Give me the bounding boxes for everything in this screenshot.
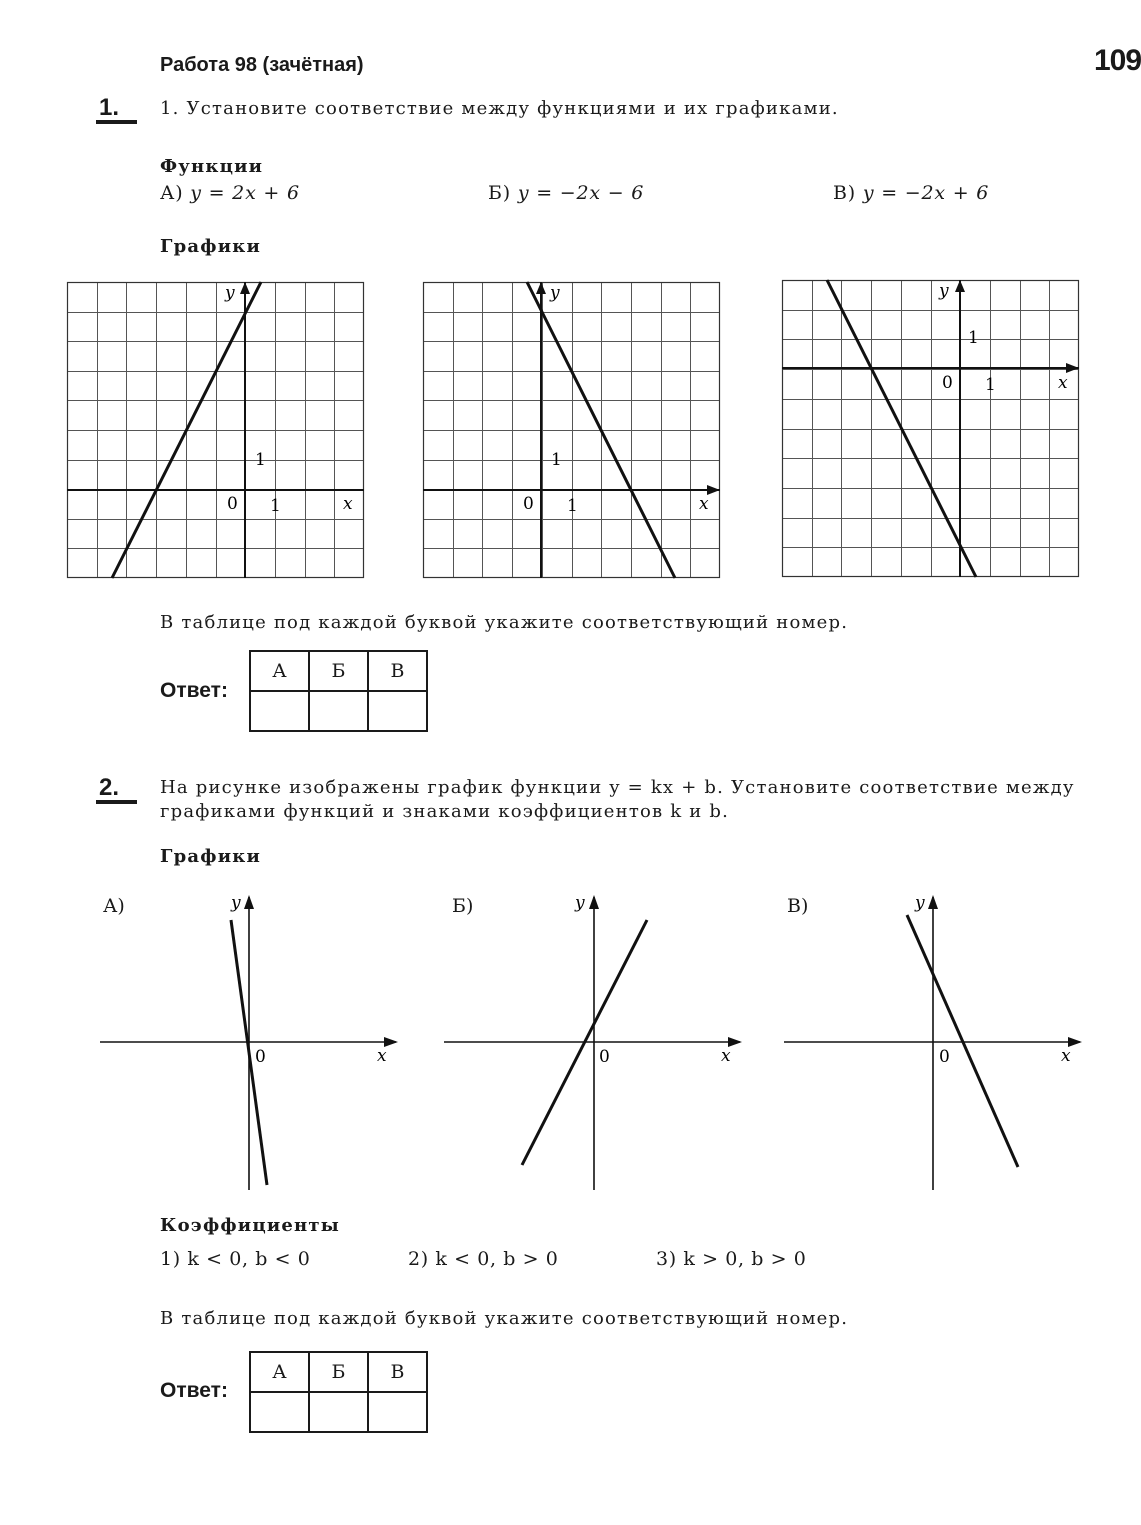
task1-number: 1.: [96, 96, 137, 124]
y-arrow-icon: [928, 895, 938, 909]
coefficient-1: 1) k < 0, b < 0: [160, 1248, 311, 1270]
graph-letter-b: Б): [452, 895, 474, 917]
answer-input-row: [250, 691, 427, 731]
graph-letter-v: В): [787, 895, 809, 917]
y-label: y: [939, 281, 949, 301]
one-x-label: 1: [985, 375, 996, 395]
sketch-graph-v: [784, 895, 1084, 1195]
grid-border: [783, 281, 1079, 577]
task2-number: 2.: [96, 776, 137, 804]
function-a-label: А): [160, 182, 184, 204]
one-y-label: 1: [968, 328, 979, 348]
answer-col-v: В: [368, 651, 427, 691]
grid-graph-1: [67, 282, 364, 578]
zero-label: 0: [227, 494, 238, 514]
grid-graph-2: [423, 282, 720, 578]
y-label: y: [550, 283, 560, 303]
task1-answer-table: [249, 650, 428, 732]
y-label: y: [915, 893, 925, 913]
task1-functions-heading: Функции: [160, 156, 264, 177]
sketch-graph-a: [100, 895, 400, 1195]
grid-graph-3: [782, 280, 1079, 577]
grid-lines: [782, 280, 1079, 577]
answer-cell-b[interactable]: [309, 1392, 368, 1432]
answer-cell-b[interactable]: [309, 691, 368, 731]
answer-input-row: [250, 1392, 427, 1432]
function-v: [833, 182, 989, 204]
x-label: x: [343, 494, 353, 514]
grid-lines: [67, 282, 364, 578]
answer-cell-v[interactable]: [368, 1392, 427, 1432]
function-line: [907, 915, 1018, 1167]
zero-label: 0: [939, 1047, 950, 1067]
one-y-label: 1: [255, 450, 266, 470]
y-label: y: [575, 893, 585, 913]
task2-instruction: В таблице под каждой буквой укажите соответствующий номер.: [160, 1308, 849, 1329]
y-arrow-icon: [955, 280, 965, 292]
task2-answer-label: Ответ:: [160, 1379, 228, 1402]
y-label: y: [225, 283, 235, 303]
coefficients-heading: Коэффициенты: [160, 1215, 341, 1236]
function-v-formula: y = −2x + 6: [862, 182, 990, 204]
task1-graphs-heading: Графики: [160, 236, 262, 257]
task2-prompt-line2: графиками функций и знаками коэффициентов k и b.: [160, 801, 730, 822]
task1-instruction: В таблице под каждой буквой укажите соответствующий номер.: [160, 612, 849, 633]
task2-graphs-heading: Графики: [160, 846, 262, 867]
answer-cell-a[interactable]: [250, 691, 309, 731]
y-arrow-icon: [244, 895, 254, 909]
function-a-formula: y = 2x + 6: [190, 182, 300, 204]
coefficient-3: 3) k > 0, b > 0: [656, 1248, 807, 1270]
function-b-label: Б): [488, 182, 511, 204]
task2-answer-table: [249, 1351, 428, 1433]
function-b-formula: y = −2x − 6: [517, 182, 645, 204]
y-arrow-icon: [240, 282, 250, 294]
x-label: x: [721, 1046, 731, 1066]
answer-col-b: Б: [309, 1352, 368, 1392]
graph-letter-a: А): [103, 895, 125, 917]
x-arrow-icon: [1066, 363, 1079, 373]
answer-col-b: Б: [309, 651, 368, 691]
zero-label: 0: [523, 494, 534, 514]
sketch-graph-b: [444, 895, 744, 1195]
x-label: x: [1061, 1046, 1071, 1066]
answer-col-v: В: [368, 1352, 427, 1392]
answer-col-a: А: [250, 651, 309, 691]
function-v-label: В): [833, 182, 856, 204]
y-arrow-icon: [589, 895, 599, 909]
answer-col-a: А: [250, 1352, 309, 1392]
zero-label: 0: [255, 1047, 266, 1067]
one-x-label: 1: [270, 496, 281, 516]
task1-prompt: 1. Установите соответствие между функциями и их графиками.: [160, 98, 839, 119]
page-title: Работа 98 (зачётная): [160, 54, 364, 76]
zero-label: 0: [942, 373, 953, 393]
answer-cell-v[interactable]: [368, 691, 427, 731]
function-a: [160, 182, 300, 204]
task2-prompt-line1: На рисунке изображены график функции y = kx + b. Установите соответствие между: [160, 777, 1075, 798]
grid-lines: [423, 282, 720, 578]
answer-header-row: [250, 651, 427, 691]
function-b: [488, 182, 644, 204]
answer-header-row: [250, 1352, 427, 1392]
task1-answer-label: Ответ:: [160, 679, 228, 702]
x-label: x: [377, 1046, 387, 1066]
x-arrow-icon: [707, 485, 720, 495]
answer-cell-a[interactable]: [250, 1392, 309, 1432]
x-label: x: [1058, 373, 1068, 393]
x-label: x: [699, 494, 709, 514]
one-x-label: 1: [567, 496, 578, 516]
y-arrow-icon: [536, 282, 546, 294]
zero-label: 0: [599, 1047, 610, 1067]
y-label: y: [231, 893, 241, 913]
coefficient-2: 2) k < 0, b > 0: [408, 1248, 559, 1270]
page-number: 109: [1094, 44, 1141, 77]
one-y-label: 1: [551, 450, 562, 470]
